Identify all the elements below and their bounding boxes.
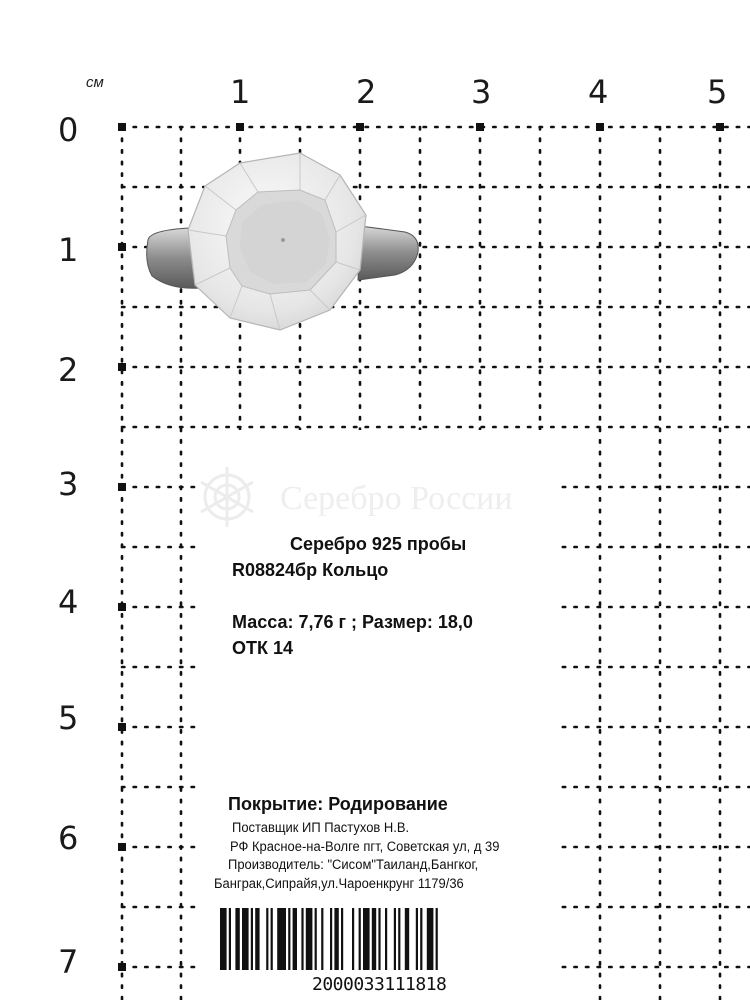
barcode-bar [436,908,438,970]
product-tag [200,430,556,1000]
barcode-bar [235,908,239,970]
x-tick-label-2: 2 [356,73,377,111]
y-tick-label-1: 1 [58,231,79,269]
grid-major-dot [236,123,244,131]
barcode-bar [416,908,418,970]
metal-line: Серебро 925 пробы [290,534,467,554]
barcode-bar [420,908,422,970]
grid-major-dot [118,483,126,491]
grid-major-dot [118,963,126,971]
unit-label: см [86,74,104,91]
barcode-bar [229,908,231,970]
coating-line: Покрытие: Родирование [228,794,448,814]
x-tick-label-1: 1 [230,73,251,111]
y-tick-label-2: 2 [58,351,79,389]
grid-major-dot [118,123,126,131]
barcode-bar [359,908,361,970]
barcode-bar [405,908,409,970]
barcode-bar [385,908,387,970]
barcode-bar [334,908,338,970]
grid-major-dot [118,723,126,731]
barcode-bar [321,908,323,970]
grid-major-dot [596,123,604,131]
x-tick-label-4: 4 [588,73,609,111]
y-tick-label-5: 5 [58,699,79,737]
grid-major-dot [118,243,126,251]
barcode-bar [242,908,249,970]
grid-major-dot [118,603,126,611]
brand-logo-snowflake-icon [192,462,262,532]
grid-major-dot [118,363,126,371]
barcode-bar [306,908,313,970]
supplier-line-2: РФ Красное-на-Волге пгт, Советская ул, д 39 [230,839,500,854]
barcode-number: 2000033111818 [312,974,447,995]
barcode-bar [363,908,370,970]
y-tick-label-0: 0 [58,111,79,149]
barcode-bar [301,908,303,970]
barcode-bar [330,908,332,970]
barcode-bar [271,908,273,970]
manufacturer-line-2: Банграк,Сипрайя,ул.Чароенкрунг 1179/36 [214,876,464,891]
grid-major-dot [356,123,364,131]
barcode-bar [220,908,227,970]
x-tick-label-5: 5 [707,73,728,111]
barcode-bar [255,908,259,970]
barcode-bar [266,908,268,970]
grid-major-dot [716,123,724,131]
barcode-bar [372,908,376,970]
barcode-bar [251,908,253,970]
barcode-bar [288,908,290,970]
barcode-bar [394,908,396,970]
y-tick-label-7: 7 [58,943,79,981]
barcode-bar [277,908,286,970]
ring-photo [147,153,419,330]
supplier-line-1: Поставщик ИП Пастухов Н.В. [232,820,410,835]
x-tick-label-3: 3 [471,73,492,111]
barcode-bar [315,908,317,970]
otk-line: ОТК 14 [232,638,294,658]
barcode-bar [398,908,400,970]
barcode [220,908,526,970]
barcode-bar [341,908,343,970]
ring-shank-right [358,226,418,280]
brand-watermark: Серебро России [280,480,513,517]
mass-size-line: Масса: 7,76 г ; Размер: 18,0 [232,612,473,632]
barcode-bar [378,908,380,970]
grid-major-dot [476,123,484,131]
barcode-bar [293,908,297,970]
y-tick-label-4: 4 [58,583,79,621]
barcode-bar [427,908,434,970]
y-tick-label-6: 6 [58,819,79,857]
y-tick-label-3: 3 [58,465,79,503]
manufacturer-line-1: Производитель: "Сисом"Таиланд,Бангког, [228,857,479,872]
grid-major-dot [118,843,126,851]
barcode-bar [352,908,354,970]
article-line: R08824бр Кольцо [232,560,389,580]
